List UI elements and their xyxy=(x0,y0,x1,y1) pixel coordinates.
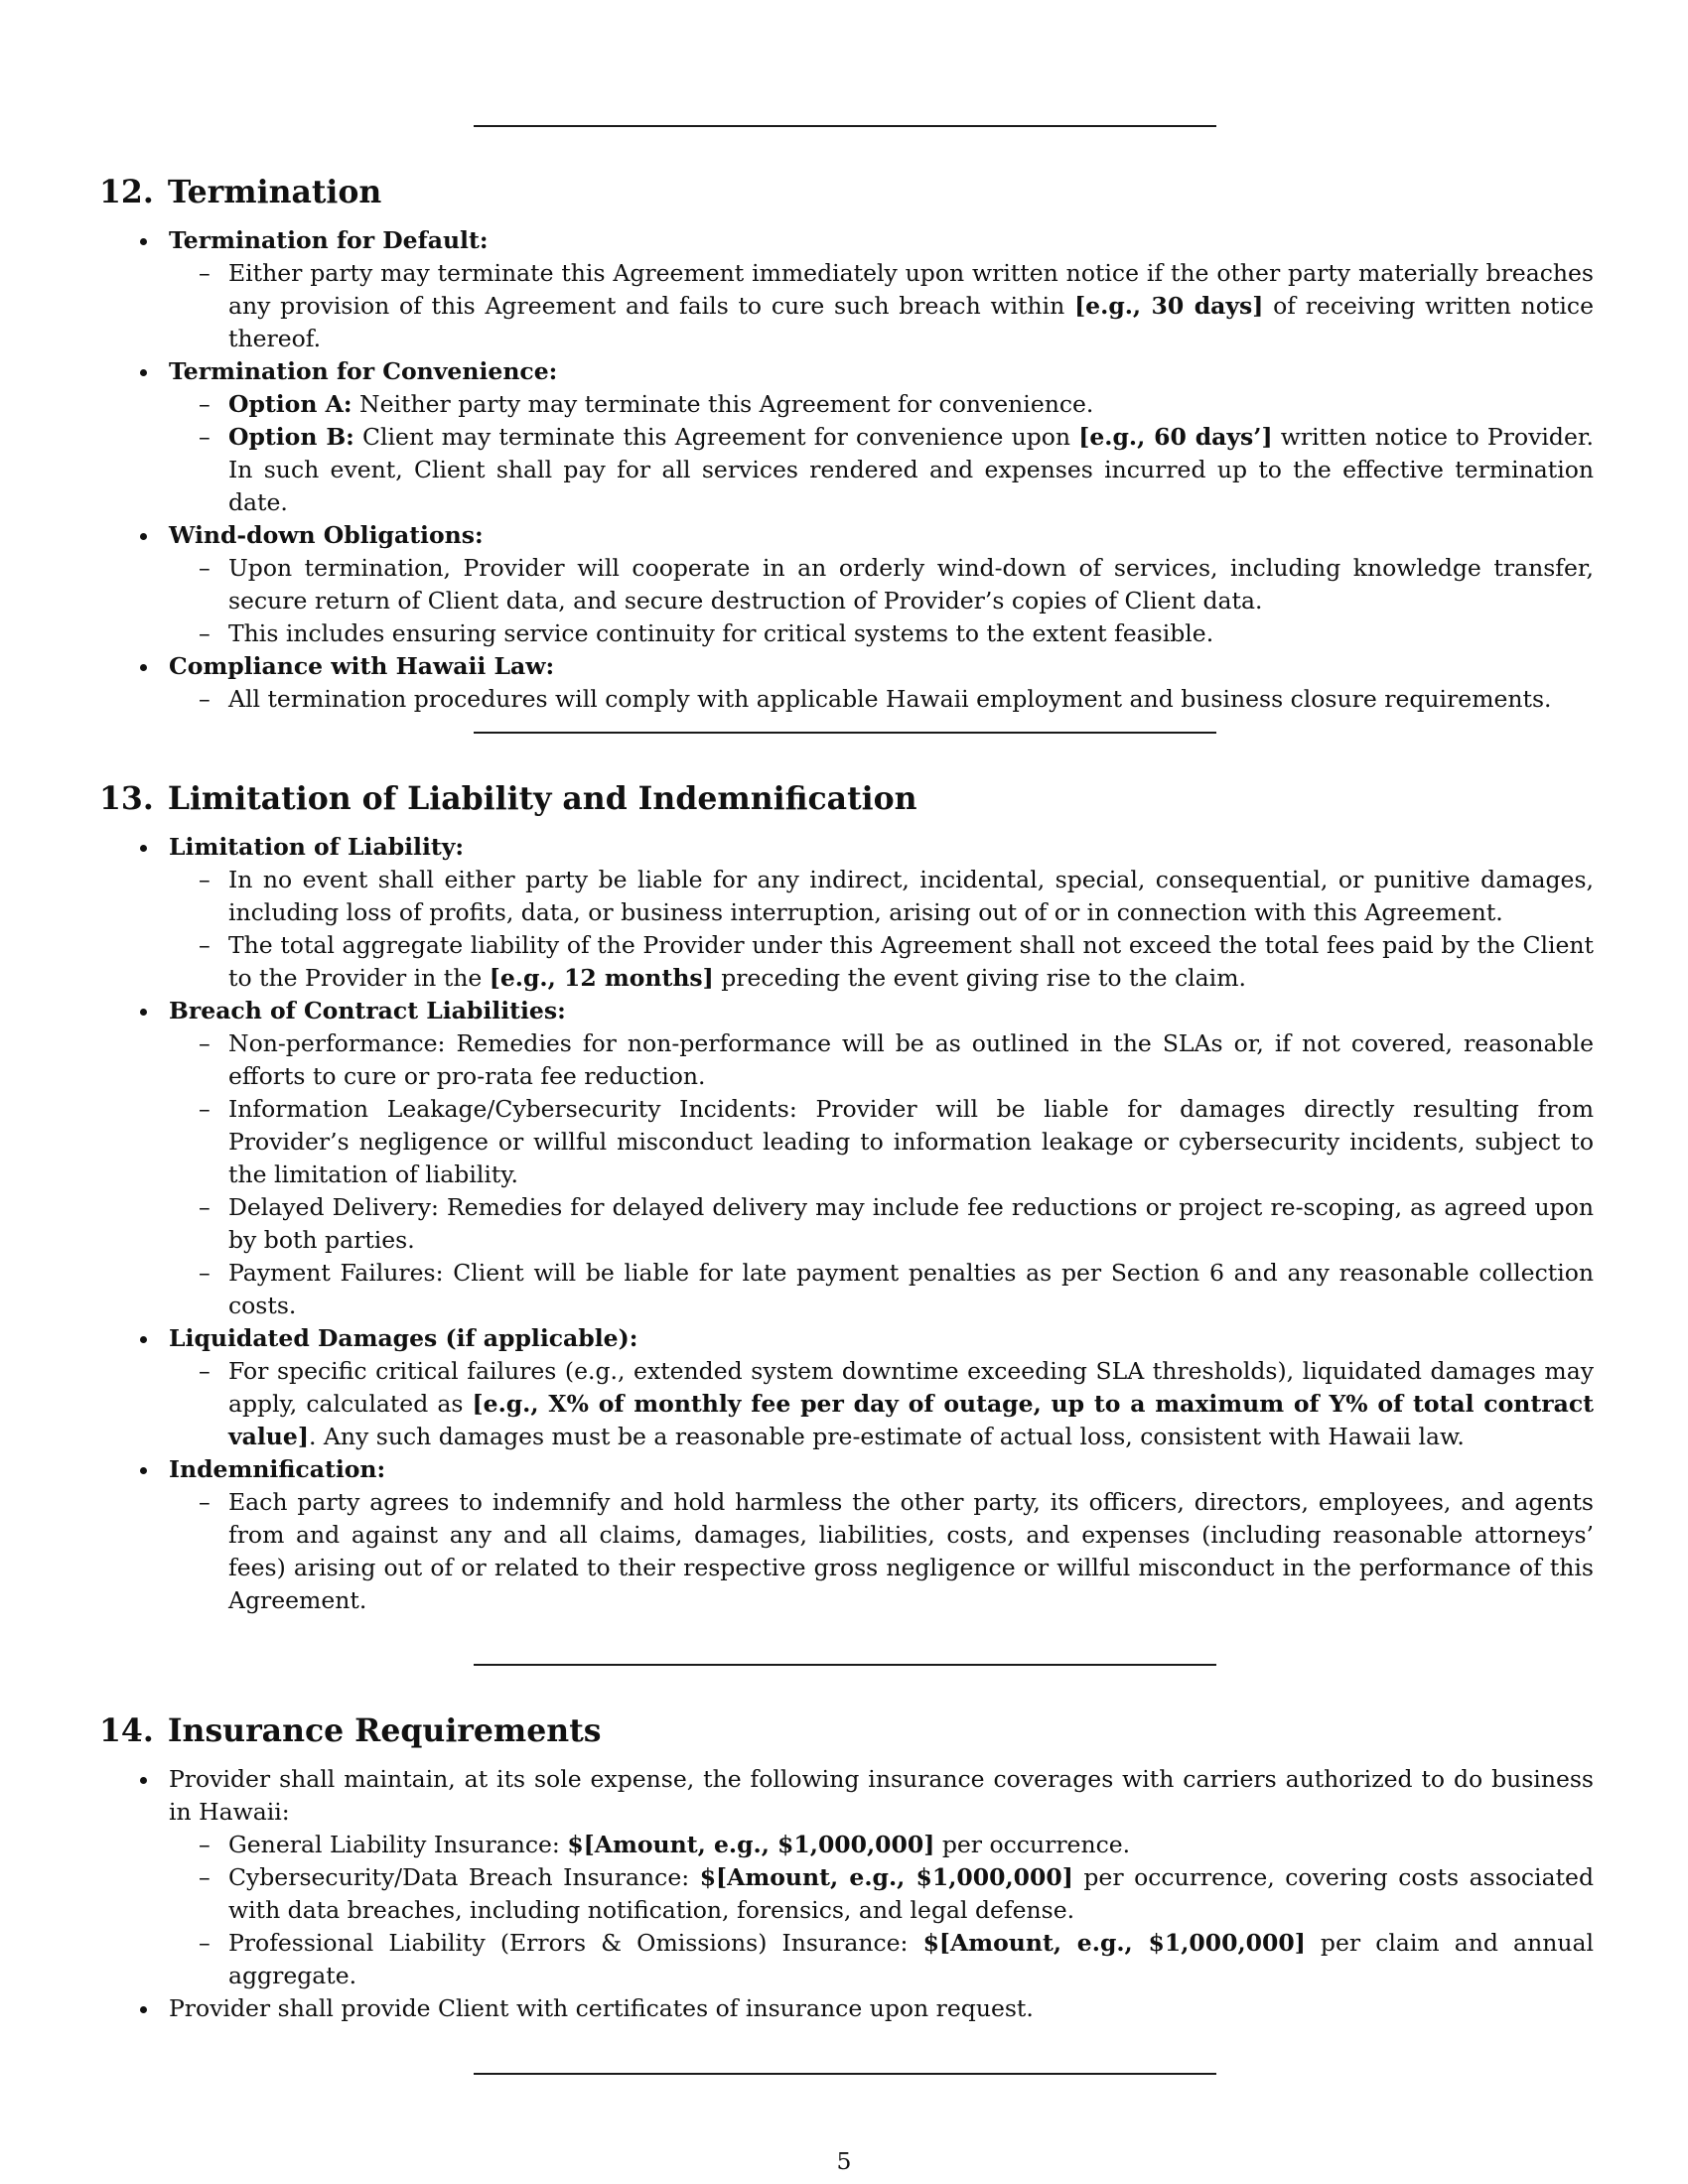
placeholder-value: [e.g., 30 days] xyxy=(1074,292,1264,320)
list-item xyxy=(99,1322,1594,1453)
list-item xyxy=(99,224,1594,355)
section-heading xyxy=(99,1709,1594,1753)
sub-list-item xyxy=(169,1927,1594,1992)
dash-icon: – xyxy=(199,259,211,287)
item-text: Non-performance: Remedies for non-performance will be as outlined in the SLAs or, if not covered, reasonable efforts to cure or pro-rata fee reduction. xyxy=(228,1029,1594,1090)
dash-icon: – xyxy=(199,1863,211,1891)
item-text: Either party may terminate this Agreement immediately upon written notice if the other party materially breaches any provision of this Agreement and fails to cure such breach within xyxy=(228,259,1594,320)
sub-list xyxy=(169,552,1594,650)
item-text: The total aggregate liability of the Provider under this Agreement shall not exceed the total fees paid by the Client to the Provider in the xyxy=(228,931,1594,992)
item-text: Upon termination, Provider will cooperate in an orderly wind-down of services, including knowledge transfer, secure return of Client data, and secure destruction of Provider’s copies of Client data. xyxy=(228,554,1594,614)
dash-icon: – xyxy=(199,866,211,893)
bullet-icon xyxy=(140,1777,147,1784)
item-text: Delayed Delivery: Remedies for delayed delivery may include fee reductions or project re-scoping, as agreed upon by both parties. xyxy=(228,1193,1594,1254)
dash-icon: – xyxy=(199,1929,211,1957)
section-12 xyxy=(99,171,1594,716)
item-text: This includes ensuring service continuity for critical systems to the extent feasible. xyxy=(228,619,1214,647)
list-item xyxy=(99,1763,1594,1992)
section-divider xyxy=(474,1664,1216,1666)
sub-list xyxy=(169,1829,1594,1992)
sub-list-item xyxy=(169,1093,1594,1191)
placeholder-value: [e.g., 60 days’] xyxy=(1078,423,1273,451)
placeholder-value: $[Amount, e.g., $1,000,000] xyxy=(922,1929,1306,1957)
bullet-icon xyxy=(140,664,147,671)
item-heading: Liquidated Damages (if applicable): xyxy=(169,1324,638,1352)
sub-list-item xyxy=(169,1486,1594,1617)
item-text: For specific critical failures (e.g., extended system downtime exceeding SLA thresholds), liquidated damages may apply, calculated as xyxy=(228,1357,1594,1418)
section-number: 12. xyxy=(99,174,154,210)
dash-icon: – xyxy=(199,931,211,959)
sub-list-item xyxy=(169,1191,1594,1257)
dash-icon: – xyxy=(199,390,211,418)
item-heading: Termination for Convenience: xyxy=(169,357,558,385)
item-heading: Termination for Default: xyxy=(169,226,489,254)
item-heading: Wind-down Obligations: xyxy=(169,521,484,549)
item-text: General Liability Insurance: xyxy=(228,1831,568,1858)
section-13 xyxy=(99,777,1594,1617)
bullet-icon xyxy=(140,533,147,540)
page-number: 5 xyxy=(836,2147,852,2175)
sub-list-item xyxy=(169,1829,1594,1861)
sub-list-item xyxy=(169,617,1594,650)
dash-icon: – xyxy=(199,1095,211,1123)
item-text: Cybersecurity/Data Breach Insurance: xyxy=(228,1863,700,1891)
section-heading xyxy=(99,777,1594,821)
dash-icon: – xyxy=(199,1029,211,1057)
sub-list-item xyxy=(169,1861,1594,1927)
sub-list xyxy=(169,683,1594,716)
list-item xyxy=(99,650,1594,716)
item-text: Client may terminate this Agreement for convenience upon xyxy=(353,423,1079,451)
section-title: Termination xyxy=(167,174,382,210)
sub-list-item xyxy=(169,257,1594,355)
section-divider xyxy=(474,732,1216,734)
section-divider xyxy=(474,2073,1216,2075)
bullet-icon xyxy=(140,1336,147,1343)
bullet-list xyxy=(99,1763,1594,2025)
sub-list-item xyxy=(169,388,1594,421)
item-heading: Indemnification: xyxy=(169,1455,386,1483)
sub-list-item xyxy=(169,421,1594,519)
item-text: per occurrence, covering costs associated with data breaches, including notification, forensics, and legal defense. xyxy=(228,1863,1594,1924)
sub-list xyxy=(169,1027,1594,1322)
sub-list-item xyxy=(169,929,1594,995)
item-heading: Breach of Contract Liabilities: xyxy=(169,997,566,1024)
list-item xyxy=(99,1992,1594,2025)
sub-list-item xyxy=(169,552,1594,617)
bullet-list xyxy=(99,831,1594,1617)
item-text: per occurrence. xyxy=(934,1831,1131,1858)
item-text: Provider shall maintain, at its sole expense, the following insurance coverages with carriers authorized to do business in Hawaii: xyxy=(169,1765,1594,1826)
dash-icon: – xyxy=(199,1357,211,1385)
sub-list-item xyxy=(169,683,1594,716)
item-heading: Compliance with Hawaii Law: xyxy=(169,652,555,680)
item-text: . Any such damages must be a reasonable pre-estimate of actual loss, consistent with Hawaii law. xyxy=(308,1423,1465,1450)
dash-icon: – xyxy=(199,554,211,582)
option-label: Option B: xyxy=(228,423,354,451)
bullet-icon xyxy=(140,845,147,852)
dash-icon: – xyxy=(199,685,211,713)
item-text: Professional Liability (Errors & Omissions) Insurance: xyxy=(228,1929,923,1957)
item-text: Each party agrees to indemnify and hold harmless the other party, its officers, directors, employees, and agents from and against any and all claims, damages, liabilities, costs, and expenses (including reasonable attorneys’ fees) arising out of or related to their respective gross negligence or willful misconduct in the performance of this Agreement. xyxy=(228,1488,1594,1614)
list-item xyxy=(99,519,1594,650)
sub-list-item xyxy=(169,864,1594,929)
bullet-icon xyxy=(140,369,147,376)
placeholder-value: $[Amount, e.g., $1,000,000] xyxy=(567,1831,935,1858)
item-text: Provider shall provide Client with certificates of insurance upon request. xyxy=(169,1994,1034,2022)
section-heading xyxy=(99,171,1594,214)
bullet-icon xyxy=(140,2006,147,2013)
sub-list xyxy=(169,864,1594,995)
list-item xyxy=(99,1453,1594,1617)
sub-list xyxy=(169,388,1594,519)
item-text: of receiving written notice thereof. xyxy=(228,292,1594,352)
list-item xyxy=(99,831,1594,995)
bullet-icon xyxy=(140,1009,147,1016)
item-text: per claim and annual aggregate. xyxy=(228,1929,1594,1989)
section-divider xyxy=(474,125,1216,127)
list-item xyxy=(99,355,1594,519)
dash-icon: – xyxy=(199,1259,211,1287)
dash-icon: – xyxy=(199,1488,211,1516)
bullet-icon xyxy=(140,1467,147,1474)
dash-icon: – xyxy=(199,619,211,647)
option-label: Option A: xyxy=(228,390,352,418)
dash-icon: – xyxy=(199,423,211,451)
list-item xyxy=(99,995,1594,1322)
item-text: written notice to Provider. In such event, Client shall pay for all services rendered and expenses incurred up to the effective termination date. xyxy=(228,423,1594,516)
placeholder-value: [e.g., X% of monthly fee per day of outage, up to a maximum of Y% of total contract value] xyxy=(228,1390,1595,1450)
item-text: preceding the event giving rise to the claim. xyxy=(713,964,1246,992)
section-number: 13. xyxy=(99,780,154,817)
dash-icon: – xyxy=(199,1831,211,1858)
section-14 xyxy=(99,1709,1594,2025)
sub-list xyxy=(169,1355,1594,1453)
item-text: Information Leakage/Cybersecurity Incidents: Provider will be liable for damages directly resulting from Provider’s negligence or willful misconduct leading to information leakage or cybersecurity incidents, subject to the limitation of liability. xyxy=(228,1095,1594,1188)
sub-list-item xyxy=(169,1027,1594,1093)
section-number: 14. xyxy=(99,1712,154,1749)
item-heading: Limitation of Liability: xyxy=(169,833,465,861)
sub-list xyxy=(169,1486,1594,1617)
item-text: In no event shall either party be liable for any indirect, incidental, special, consequential, or punitive damages, including loss of profits, data, or business interruption, arising out of or in connection with this Agreement. xyxy=(228,866,1594,926)
section-title: Limitation of Liability and Indemnification xyxy=(167,780,917,817)
item-text: Payment Failures: Client will be liable for late payment penalties as per Section 6 and any reasonable collection costs. xyxy=(228,1259,1594,1319)
sub-list xyxy=(169,257,1594,355)
bullet-list xyxy=(99,224,1594,716)
placeholder-value: $[Amount, e.g., $1,000,000] xyxy=(699,1863,1073,1891)
item-text: Neither party may terminate this Agreement for convenience. xyxy=(352,390,1094,418)
item-text: All termination procedures will comply with applicable Hawaii employment and business closure requirements. xyxy=(228,685,1552,713)
section-title: Insurance Requirements xyxy=(167,1712,602,1749)
bullet-icon xyxy=(140,238,147,245)
dash-icon: – xyxy=(199,1193,211,1221)
sub-list-item xyxy=(169,1257,1594,1322)
placeholder-value: [e.g., 12 months] xyxy=(489,964,714,992)
sub-list-item xyxy=(169,1355,1594,1453)
